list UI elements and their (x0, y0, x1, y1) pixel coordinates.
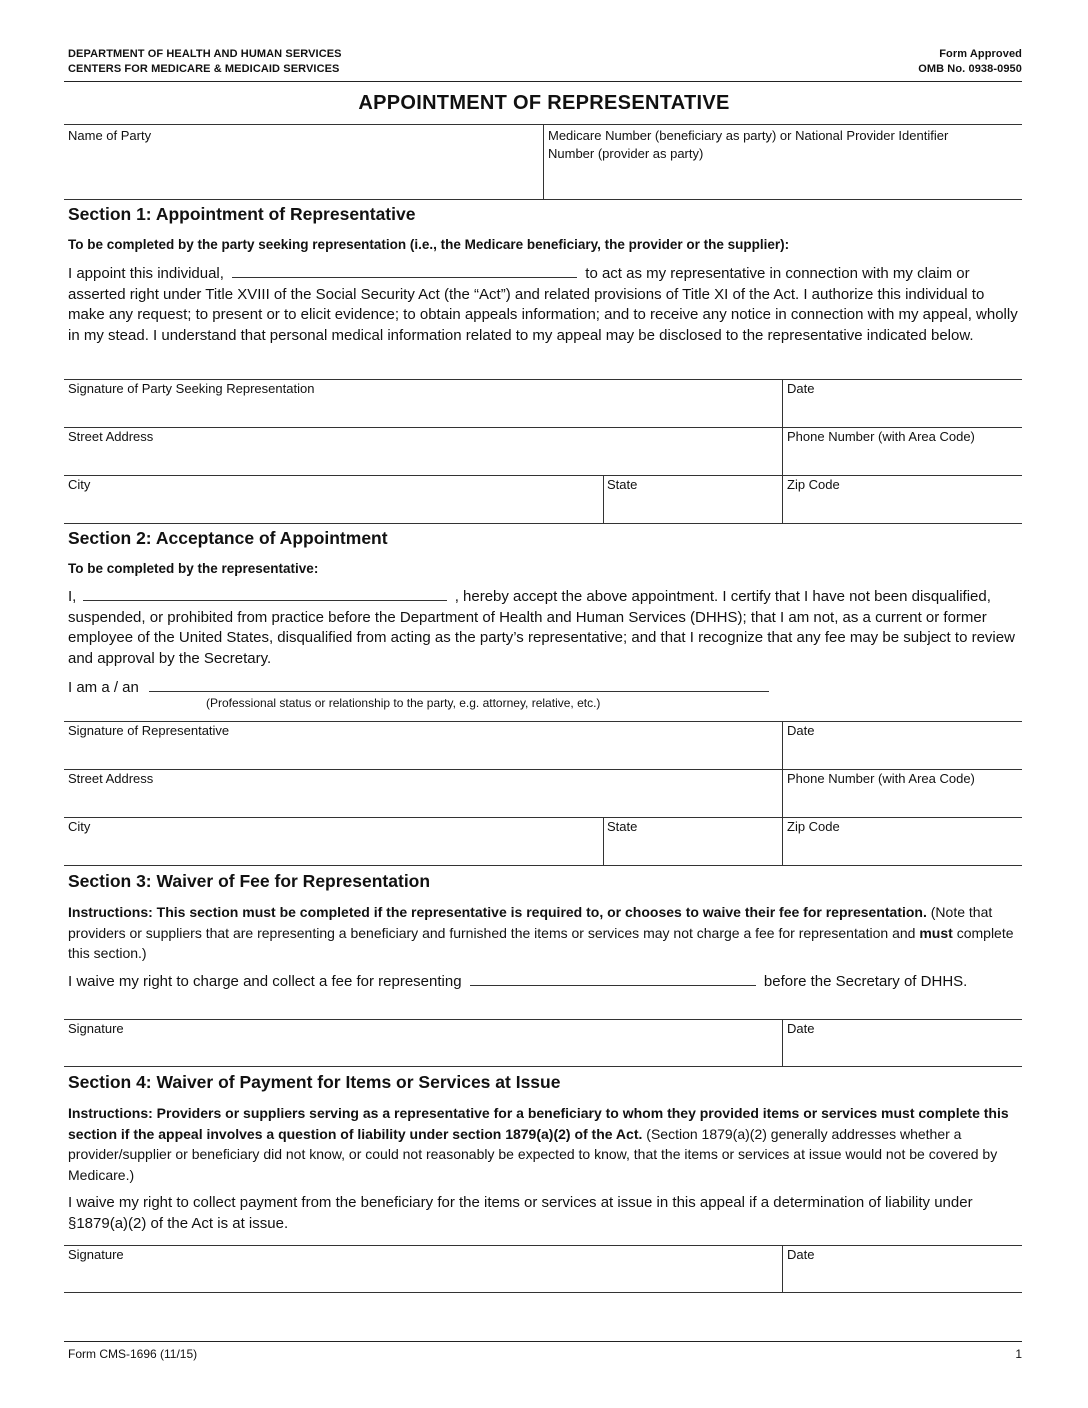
header-rule (64, 81, 1022, 82)
fee-waiver-text-start: I waive my right to charge and collect a fee for representing (68, 973, 462, 990)
s1-grid-vertical (782, 379, 783, 523)
omb-number: OMB No. 0938-0950 (918, 63, 1022, 75)
page-number: 1 (1015, 1347, 1022, 1361)
s2-state-field[interactable] (605, 836, 780, 863)
section-3-instruction-bold: Instructions: This section must be completed if the representative is required to, or chooses to waive their fee for representation. (68, 904, 927, 920)
s1-zip-label: Zip Code (787, 477, 840, 492)
s1-date-field[interactable] (784, 398, 1021, 425)
s2-signature-field[interactable] (64, 740, 780, 767)
section-2-text-after-blank: , hereby accept the above appointment. I certify that I have not been (454, 588, 908, 605)
s2-street-field[interactable] (64, 788, 780, 815)
footer-rule (64, 1341, 1022, 1342)
s4-date-field[interactable] (784, 1264, 1021, 1290)
approval-header (918, 47, 1022, 77)
s1-state-label: State (607, 477, 638, 492)
section-2-statement (68, 586, 1020, 669)
professional-status-blank[interactable] (149, 677, 769, 692)
s2-zip-field[interactable] (784, 836, 1021, 863)
section-3-instruction-note-end: complete this section.) (68, 924, 1014, 961)
s1-date-label: Date (787, 381, 815, 396)
s1-zip-field[interactable] (784, 494, 1021, 521)
s4-signature-field[interactable] (64, 1264, 780, 1290)
agency-line-1: DEPARTMENT OF HEALTH AND HUMAN SERVICES (68, 48, 342, 60)
s3-signature-label: Signature (68, 1021, 124, 1036)
section-4-instruction-bold: Instructions: Providers or suppliers serving as a representative for a beneficiary to whom they provided items or services must complete this section if the appeal involves a question of liability under section 1879(a)(2) of the Act. (68, 1105, 1009, 1142)
s3-date-label: Date (787, 1021, 815, 1036)
party-represented-blank[interactable] (470, 971, 756, 986)
page-title: APPOINTMENT OF REPRESENTATIVE (358, 92, 730, 114)
s3-date-field[interactable] (784, 1038, 1021, 1064)
s4-grid-vertical (782, 1245, 783, 1292)
s1-signature-field[interactable] (64, 398, 780, 425)
s2-date-label: Date (787, 723, 815, 738)
section-1-heading: Section 1: Appointment of Representative (68, 204, 416, 224)
section-2-heading: Section 2: Acceptance of Appointment (68, 528, 388, 548)
s2-signature-label: Signature of Representative (68, 723, 230, 738)
section-4-instructions (68, 1103, 1018, 1185)
s4-grid-bottom (64, 1292, 1022, 1293)
s2-city-state-divider (603, 817, 604, 865)
section-4-heading: Section 4: Waiver of Payment for Items or Services at Issue (68, 1072, 561, 1092)
section-2-text-start: I, (68, 588, 77, 605)
s2-street-label: Street Address (68, 771, 154, 786)
s1-city-state-divider (603, 475, 604, 523)
fee-waiver-text-end: before the Secretary of (763, 973, 917, 990)
s1-grid-bottom (64, 523, 1022, 524)
section-3-instruction-must: must (919, 924, 953, 941)
s4-grid-top (64, 1245, 1022, 1246)
medicare-number-field[interactable] (545, 165, 1021, 198)
form-approved-text: Form Approved (939, 48, 1022, 60)
s3-grid-bottom (64, 1066, 1022, 1067)
s1-signature-label: Signature of Party Seeking Representation (68, 381, 315, 396)
section-2-text-rest: disqualified, suspended, or prohibited from practice before the Department of Health and Human Services (DHHS); that I am not, as a current or former employee of the United States, disqualified from acting as the party’s representative; and that I recognize that any fee may be subject to review and approval by the Secretary. (68, 588, 1015, 667)
agency-line-2: CENTERS FOR MEDICARE & MEDICAID SERVICES (68, 63, 340, 75)
medicare-number-label-line-1: Medicare Number (beneficiary as party) or National Provider Identifier (548, 128, 949, 143)
s2-phone-label: Phone Number (with Area Code) (787, 771, 975, 786)
s1-city-field[interactable] (64, 494, 601, 521)
section-3-waiver-statement (68, 971, 1018, 993)
form-identifier: Form CMS-1696 (11/15) (68, 1347, 198, 1361)
s3-signature-field[interactable] (64, 1038, 780, 1064)
section-3-instructions (68, 902, 1018, 964)
medicare-number-label (548, 127, 1022, 163)
s2-zip-label: Zip Code (787, 819, 840, 834)
section-1-text-after-blank: to act as my representative in connection with my (585, 265, 913, 282)
name-of-party-label: Name of Party (68, 128, 152, 143)
representative-self-name-blank[interactable] (83, 586, 447, 601)
professional-status-note: (Professional status or relationship to the party, e.g. attorney, relative, etc.) (206, 696, 601, 710)
s1-state-field[interactable] (605, 494, 780, 521)
top-field-divider (543, 124, 544, 199)
section-3-instruction-note: (Note that providers or suppliers that are representing a beneficiary and furnished the items or services may not charge a fee for representation and (68, 904, 993, 941)
s2-date-field[interactable] (784, 740, 1021, 767)
section-1-text-rest: claim or asserted right under Title XVIII of the Social Security Act (the “Act”) and related provisions of Title XI of the Act. I authorize this individual to make any request; to present or to elicit evidence; to obtain appeals information; and to receive any notice in connection with my appeal, wholly in my stead. I understand that personal medical information related to my appeal may be disclosed to the representative indicated below. (68, 265, 1018, 344)
agency-header (68, 47, 342, 77)
s1-grid-row-2 (64, 475, 1022, 476)
section-1-statement (68, 263, 1020, 346)
s2-grid-row-2 (64, 817, 1022, 818)
fee-waiver-text-dhhs: DHHS. (920, 973, 968, 990)
s2-grid-vertical (782, 721, 783, 865)
s1-street-label: Street Address (68, 429, 154, 444)
section-3-heading: Section 3: Waiver of Fee for Representation (68, 871, 431, 891)
s3-grid-top (64, 1019, 1022, 1020)
s4-signature-label: Signature (68, 1247, 124, 1262)
s2-city-field[interactable] (64, 836, 601, 863)
s2-state-label: State (607, 819, 638, 834)
section-1-instruction: To be completed by the party seeking representation (i.e., the Medicare beneficiary, the provider or the supplier): (68, 237, 790, 252)
s2-grid-bottom (64, 865, 1022, 866)
s1-phone-field[interactable] (784, 446, 1021, 473)
s4-date-label: Date (787, 1247, 815, 1262)
s2-city-label: City (68, 819, 91, 834)
medicare-number-label-line-2: Number (provider as party) (548, 146, 704, 161)
s1-phone-label: Phone Number (with Area Code) (787, 429, 975, 444)
representative-name-blank[interactable] (232, 263, 577, 278)
section-1-text-start: I appoint this individual, (68, 265, 224, 282)
s1-city-label: City (68, 477, 91, 492)
top-fields-bottom-rule (64, 199, 1022, 200)
section-4-instruction-note: (Section 1879(a)(2) generally addresses whether a provider/supplier or beneficiary did not know, or could not reasonably be expected to know, that the items or services at issue would not be covered by Medicare.) (68, 1125, 998, 1183)
i-am-a-label: I am a / an (68, 679, 139, 696)
s3-grid-vertical (782, 1019, 783, 1066)
s2-phone-field[interactable] (784, 788, 1021, 815)
section-2-instruction: To be completed by the representative: (68, 561, 319, 576)
name-of-party-field[interactable] (64, 126, 542, 198)
s1-street-field[interactable] (64, 446, 780, 473)
section-4-waiver-statement: I waive my right to collect payment from the beneficiary for the items or services at issue in this appeal if a determination of liability under §1879(a)(2) of the Act is at issue. (68, 1194, 973, 1232)
